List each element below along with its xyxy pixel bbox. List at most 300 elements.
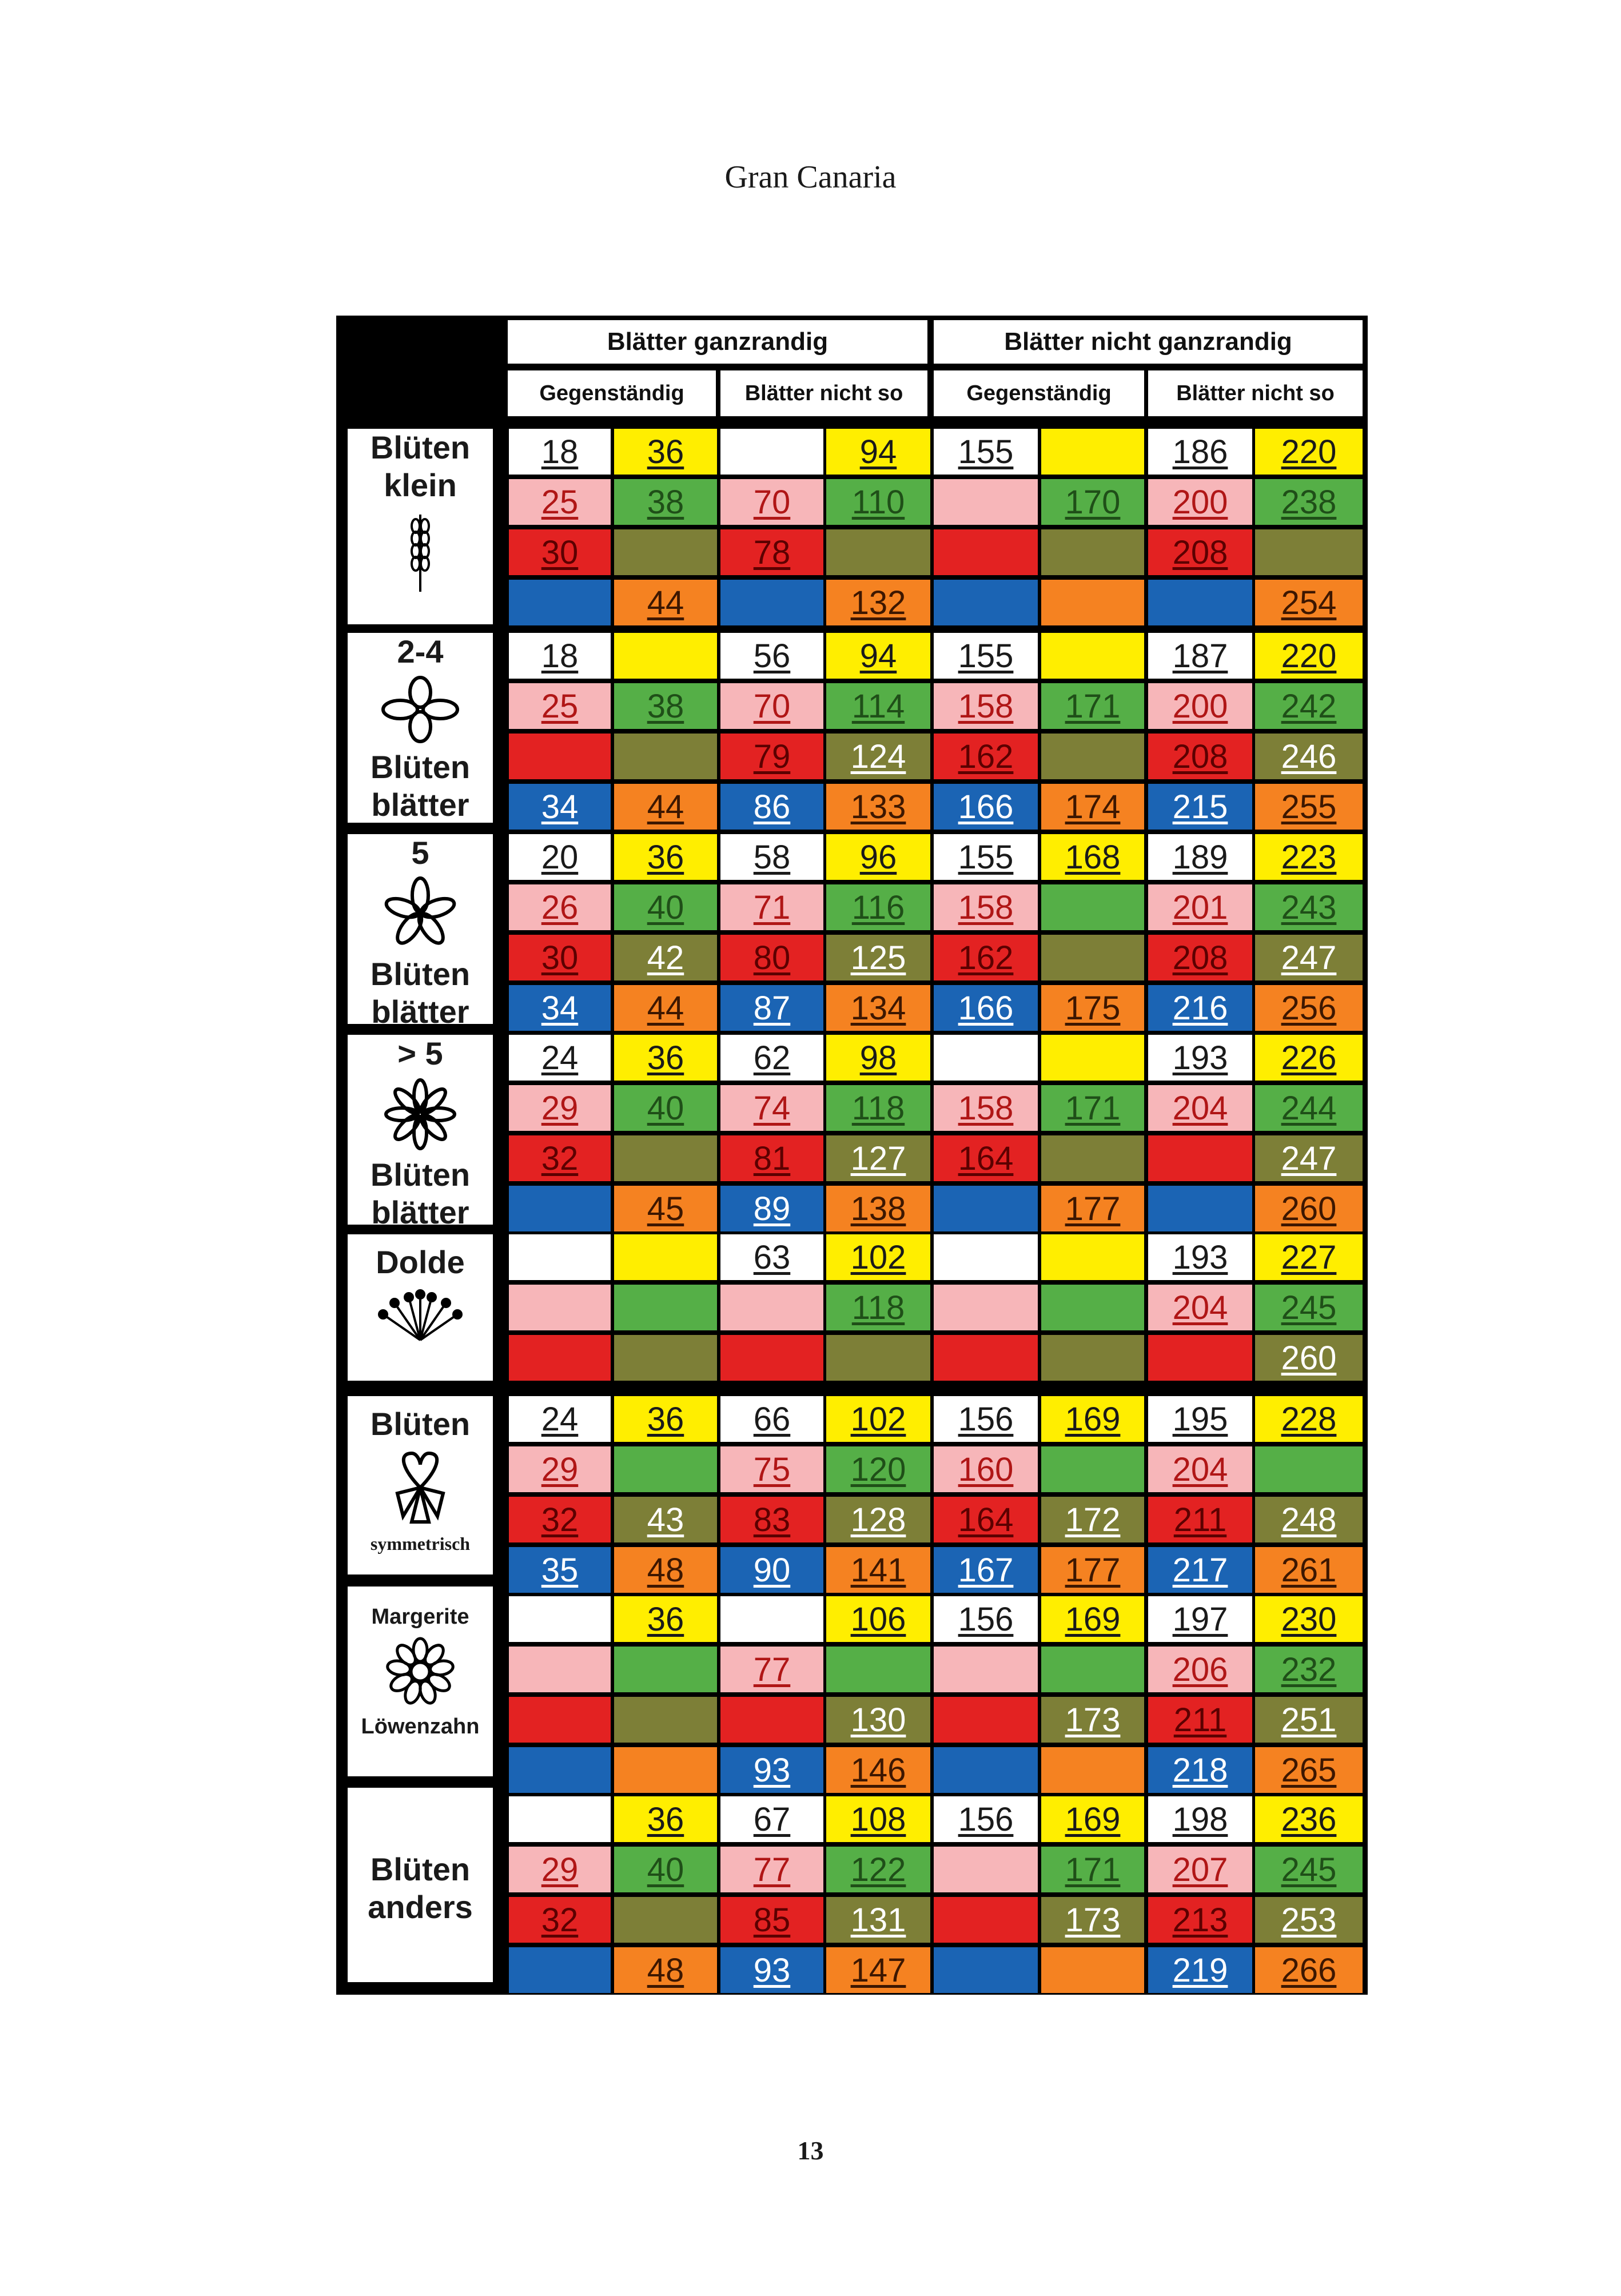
key-cell [720,1446,823,1492]
species-number[interactable]: 130 [850,1701,906,1739]
species-number[interactable]: 167 [958,1551,1014,1589]
group-label-line: blätter [371,1194,469,1225]
group-label-line: Blüten [370,1406,471,1442]
key-cell [826,1035,930,1081]
species-number[interactable]: 164 [958,1501,1014,1538]
species-number[interactable]: 220 [1281,637,1337,675]
species-number[interactable]: 156 [958,1400,1014,1438]
species-number[interactable]: 24 [541,1400,579,1438]
species-number[interactable]: 116 [851,888,905,926]
species-number[interactable]: 40 [647,1851,684,1888]
species-number[interactable]: 247 [1281,1139,1337,1177]
group-label-line: Margerite [371,1605,469,1629]
key-cell [826,1697,930,1743]
species-number[interactable]: 138 [850,1190,906,1227]
key-cell [614,1596,717,1642]
species-number[interactable]: 44 [647,788,684,826]
species-number[interactable]: 36 [647,1039,684,1077]
five-petal-flower-icon [380,876,460,951]
species-number[interactable]: 236 [1281,1800,1337,1838]
key-cell [1255,1135,1363,1181]
species-number[interactable]: 40 [647,888,684,926]
key-cell [1041,529,1144,575]
species-number[interactable]: 187 [1172,637,1228,675]
species-number[interactable]: 169 [1065,1400,1121,1438]
key-cell [720,1547,823,1593]
species-number[interactable]: 256 [1281,989,1337,1027]
key-cell [1148,529,1252,575]
species-number[interactable]: 243 [1281,888,1337,926]
key-cell [509,1285,611,1330]
species-number[interactable]: 132 [850,584,906,621]
species-number[interactable]: 215 [1172,788,1228,826]
species-number[interactable]: 158 [958,888,1014,926]
species-number[interactable]: 201 [1172,888,1228,926]
species-number[interactable]: 171 [1065,1851,1121,1888]
species-number[interactable]: 36 [647,433,684,471]
group-label-line: blätter [371,994,469,1024]
page-number: 13 [797,2136,824,2165]
key-cell [509,1697,611,1743]
key-cell [934,1747,1038,1793]
species-number[interactable]: 232 [1281,1651,1337,1688]
key-cell [509,1035,611,1081]
key-cell [509,1947,611,1993]
species-number[interactable]: 35 [541,1551,579,1589]
species-number[interactable]: 70 [753,687,791,725]
species-number[interactable]: 155 [958,433,1014,471]
species-number[interactable]: 29 [541,1450,579,1488]
species-number[interactable]: 246 [1281,738,1337,775]
species-number[interactable]: 193 [1172,1238,1228,1276]
key-cell [1148,834,1252,880]
species-number[interactable]: 44 [647,584,684,621]
key-cell [1041,884,1144,930]
species-number[interactable]: 173 [1065,1901,1121,1939]
species-number[interactable]: 32 [541,1139,579,1177]
species-number[interactable]: 62 [753,1039,791,1077]
key-cell [1255,834,1363,880]
species-number[interactable]: 32 [541,1901,579,1939]
species-number[interactable]: 174 [1065,788,1121,826]
subheader-opposite-right: Gegenständig [934,370,1144,416]
key-cell [614,429,717,475]
key-cell [934,683,1038,729]
species-number[interactable]: 32 [541,1501,579,1538]
key-cell [1148,1697,1252,1743]
species-number[interactable]: 170 [1065,483,1121,521]
species-number[interactable]: 172 [1065,1501,1121,1538]
species-number[interactable]: 195 [1172,1400,1228,1438]
species-number[interactable]: 186 [1172,433,1228,471]
species-number[interactable]: 118 [851,1089,905,1127]
species-number[interactable]: 156 [958,1600,1014,1638]
species-number[interactable]: 18 [541,637,579,675]
species-number[interactable]: 242 [1281,687,1337,725]
species-number[interactable]: 158 [958,687,1014,725]
species-number[interactable]: 43 [647,1501,684,1538]
symmetric-flower-icon [386,1448,455,1528]
species-number[interactable]: 124 [850,738,906,775]
species-number[interactable]: 193 [1172,1039,1228,1077]
key-cell [826,529,930,575]
group-label-umbel [348,1234,493,1381]
key-cell [614,1335,717,1381]
key-cell [1148,1596,1252,1642]
species-number[interactable]: 63 [753,1238,791,1276]
species-number[interactable]: 211 [1173,1501,1227,1538]
key-cell [1041,1285,1144,1330]
species-number[interactable]: 169 [1065,1600,1121,1638]
group-label-line: symmetrisch [370,1533,471,1554]
species-number[interactable]: 34 [541,989,579,1027]
species-number[interactable]: 26 [541,888,579,926]
species-number[interactable]: 160 [958,1450,1014,1488]
key-cell [1041,734,1144,779]
key-cell [720,633,823,679]
species-number[interactable]: 189 [1172,838,1228,876]
group-label-line: 2-4 [397,633,444,669]
species-number[interactable]: 133 [850,788,906,826]
species-number[interactable]: 120 [850,1450,906,1488]
species-number[interactable]: 94 [859,433,897,471]
key-cell [934,1947,1038,1993]
key-cell [1148,985,1252,1031]
key-cell [1255,580,1363,625]
key-cell [1255,1335,1363,1381]
species-number[interactable]: 42 [647,939,684,976]
key-cell [934,1847,1038,1892]
key-cell [720,479,823,525]
species-number[interactable]: 56 [753,637,791,675]
key-cell [1255,1647,1363,1692]
species-number[interactable]: 29 [541,1089,579,1127]
key-cell [1148,1135,1252,1181]
species-number[interactable]: 90 [753,1551,791,1589]
species-number[interactable]: 248 [1281,1501,1337,1538]
key-cell [934,1647,1038,1692]
species-number[interactable]: 208 [1172,533,1228,571]
key-cell [934,1396,1038,1442]
species-number[interactable]: 67 [753,1800,791,1838]
key-cell [1041,1796,1144,1842]
key-cell [614,1396,717,1442]
species-number[interactable]: 146 [850,1751,906,1789]
species-number[interactable]: 38 [647,687,684,725]
species-number[interactable]: 171 [1065,687,1121,725]
species-number[interactable]: 254 [1281,584,1337,621]
species-number[interactable]: 245 [1281,1289,1337,1326]
species-number[interactable]: 155 [958,838,1014,876]
key-cell [1148,1446,1252,1492]
key-cell [1148,633,1252,679]
species-number[interactable]: 77 [753,1651,791,1688]
species-number[interactable]: 127 [850,1139,906,1177]
species-number[interactable]: 58 [753,838,791,876]
species-number[interactable]: 213 [1172,1901,1228,1939]
species-number[interactable]: 34 [541,788,579,826]
species-number[interactable]: 169 [1065,1800,1121,1838]
species-number[interactable]: 228 [1281,1400,1337,1438]
species-number[interactable]: 122 [850,1851,906,1888]
species-number[interactable]: 40 [647,1089,684,1127]
key-cell [934,479,1038,525]
species-number[interactable]: 30 [541,533,579,571]
group-label-other [348,1788,493,1982]
species-number[interactable]: 226 [1281,1039,1337,1077]
species-number[interactable]: 98 [859,1039,897,1077]
key-cell [1148,1335,1252,1381]
key-cell [1148,580,1252,625]
species-number[interactable]: 81 [753,1139,791,1177]
species-number[interactable]: 260 [1281,1339,1337,1377]
key-cell [614,1285,717,1330]
key-cell [1148,1547,1252,1593]
species-number[interactable]: 173 [1065,1701,1121,1739]
species-number[interactable]: 29 [541,1851,579,1888]
key-cell [614,1897,717,1943]
key-cell [826,734,930,779]
key-cell [934,1335,1038,1381]
species-number[interactable]: 96 [859,838,897,876]
umbel-icon [377,1286,463,1343]
species-number[interactable]: 245 [1281,1851,1337,1888]
species-number[interactable]: 162 [958,738,1014,775]
species-number[interactable]: 200 [1172,687,1228,725]
species-number[interactable]: 71 [753,888,791,926]
species-number[interactable]: 211 [1173,1701,1227,1739]
key-cell [614,1947,717,1993]
species-number[interactable]: 177 [1065,1190,1121,1227]
species-number[interactable]: 207 [1172,1851,1228,1888]
group-label-line: Blüten [370,429,471,465]
key-cell [720,1697,823,1743]
key-cell [614,734,717,779]
species-number[interactable]: 198 [1172,1800,1228,1838]
key-cell [826,884,930,930]
species-number[interactable]: 85 [753,1901,791,1939]
species-number[interactable]: 86 [753,788,791,826]
key-cell [720,1396,823,1442]
key-cell [509,1796,611,1842]
species-number[interactable]: 204 [1172,1289,1228,1326]
group-label-line: klein [384,467,457,503]
species-number[interactable]: 24 [541,1039,579,1077]
key-cell [934,784,1038,830]
subheader-not-so-left: Blätter nicht so [720,370,927,416]
species-number[interactable]: 74 [753,1089,791,1127]
species-number[interactable]: 102 [850,1400,906,1438]
key-cell [1255,1396,1363,1442]
species-number[interactable]: 45 [647,1190,684,1227]
species-number[interactable]: 197 [1172,1600,1228,1638]
species-number[interactable]: 155 [958,637,1014,675]
species-number[interactable]: 106 [850,1600,906,1638]
species-number[interactable]: 36 [647,1600,684,1638]
key-cell [614,479,717,525]
species-number[interactable]: 87 [753,989,791,1027]
species-number[interactable]: 44 [647,989,684,1027]
key-cell [509,784,611,830]
key-cell [826,1947,930,1993]
species-number[interactable]: 70 [753,483,791,521]
species-number[interactable]: 177 [1065,1551,1121,1589]
species-number[interactable]: 80 [753,939,791,976]
species-number[interactable]: 265 [1281,1751,1337,1789]
species-number[interactable]: 162 [958,939,1014,976]
species-number[interactable]: 131 [850,1901,906,1939]
species-number[interactable]: 251 [1281,1701,1337,1739]
species-number[interactable]: 114 [851,687,905,725]
key-cell [509,884,611,930]
species-number[interactable]: 200 [1172,483,1228,521]
species-number[interactable]: 20 [541,838,579,876]
key-cell [1255,784,1363,830]
species-number[interactable]: 220 [1281,433,1337,471]
species-number[interactable]: 38 [647,483,684,521]
species-number[interactable]: 147 [850,1951,906,1989]
species-number[interactable]: 93 [753,1951,791,1989]
species-number[interactable]: 25 [541,687,579,725]
group-label-symmetric [348,1396,493,1574]
species-number[interactable]: 175 [1065,989,1121,1027]
key-cell [934,1186,1038,1231]
key-cell [614,1796,717,1842]
key-cell [1148,683,1252,729]
key-cell [509,834,611,880]
key-cell [509,580,611,625]
species-number[interactable]: 253 [1281,1901,1337,1939]
species-number[interactable]: 261 [1281,1551,1337,1589]
key-cell [1255,1085,1363,1131]
key-cell [720,1085,823,1131]
species-number[interactable]: 166 [958,788,1014,826]
key-cell [1148,1085,1252,1131]
species-number[interactable]: 216 [1172,989,1228,1027]
species-number[interactable]: 79 [753,738,791,775]
species-number[interactable]: 102 [850,1238,906,1276]
key-cell [826,1796,930,1842]
species-number[interactable]: 89 [753,1190,791,1227]
species-number[interactable]: 158 [958,1089,1014,1127]
species-number[interactable]: 223 [1281,838,1337,876]
species-number[interactable]: 141 [850,1551,906,1589]
species-number[interactable]: 204 [1172,1450,1228,1488]
key-cell [509,479,611,525]
species-number[interactable]: 18 [541,433,579,471]
species-number[interactable]: 110 [851,483,905,521]
species-number[interactable]: 208 [1172,738,1228,775]
species-number[interactable]: 36 [647,1800,684,1838]
species-number[interactable]: 134 [850,989,906,1027]
key-cell [509,1135,611,1181]
key-cell [1255,1747,1363,1793]
key-cell [826,935,930,980]
key-cell [934,633,1038,679]
species-number[interactable]: 75 [753,1450,791,1488]
key-cell [509,1234,611,1280]
species-number[interactable]: 227 [1281,1238,1337,1276]
species-number[interactable]: 266 [1281,1951,1337,1989]
key-cell [720,1796,823,1842]
key-cell [720,935,823,980]
species-number[interactable]: 36 [647,838,684,876]
species-number[interactable]: 25 [541,483,579,521]
species-number[interactable]: 156 [958,1800,1014,1838]
species-number[interactable]: 108 [850,1800,906,1838]
key-cell [509,985,611,1031]
species-number[interactable]: 83 [753,1501,791,1538]
species-number[interactable]: 94 [859,637,897,675]
species-number[interactable]: 168 [1065,838,1121,876]
species-number[interactable]: 217 [1172,1551,1228,1589]
wheat-spike-icon [403,509,437,595]
species-number[interactable]: 48 [647,1551,684,1589]
key-cell [1041,1396,1144,1442]
key-cell [720,1135,823,1181]
species-number[interactable]: 230 [1281,1600,1337,1638]
species-number[interactable]: 238 [1281,483,1337,521]
key-cell [1148,1947,1252,1993]
key-cell [1148,1035,1252,1081]
key-cell [1255,1897,1363,1943]
species-number[interactable]: 93 [753,1751,791,1789]
species-number[interactable]: 66 [753,1400,791,1438]
species-number[interactable]: 219 [1172,1951,1228,1989]
key-cell [614,1186,717,1231]
key-cell [826,1596,930,1642]
species-number[interactable]: 218 [1172,1751,1228,1789]
key-cell [934,1796,1038,1842]
species-number[interactable]: 247 [1281,939,1337,976]
key-cell [1041,683,1144,729]
species-number[interactable]: 128 [850,1501,906,1538]
key-cell [826,985,930,1031]
key-cell [826,1335,930,1381]
key-cell [614,784,717,830]
species-number[interactable]: 118 [851,1289,905,1326]
key-cell [934,1035,1038,1081]
species-number[interactable]: 164 [958,1139,1014,1177]
species-number[interactable]: 30 [541,939,579,976]
species-number[interactable]: 166 [958,989,1014,1027]
species-number[interactable]: 36 [647,1400,684,1438]
key-cell [1148,1897,1252,1943]
species-number[interactable]: 77 [753,1851,791,1888]
species-number[interactable]: 208 [1172,939,1228,976]
species-number[interactable]: 48 [647,1951,684,1989]
key-cell [720,985,823,1031]
key-cell [720,1335,823,1381]
subheader-not-so-right: Blätter nicht so [1148,370,1363,416]
key-cell [826,1547,930,1593]
key-cell [1148,1647,1252,1692]
species-number[interactable]: 255 [1281,788,1337,826]
species-number[interactable]: 260 [1281,1190,1337,1227]
species-number[interactable]: 206 [1172,1651,1228,1688]
species-number[interactable]: 78 [753,533,791,571]
species-number[interactable]: 171 [1065,1089,1121,1127]
group-label-line: Blüten [370,1851,471,1887]
many-petal-flower-icon [380,1077,460,1151]
key-cell [826,1396,930,1442]
species-number[interactable]: 204 [1172,1089,1228,1127]
species-number[interactable]: 125 [850,939,906,976]
key-cell [509,1847,611,1892]
key-cell [1041,935,1144,980]
group-label-line: Löwenzahn [361,1715,480,1739]
species-number[interactable]: 244 [1281,1089,1337,1127]
